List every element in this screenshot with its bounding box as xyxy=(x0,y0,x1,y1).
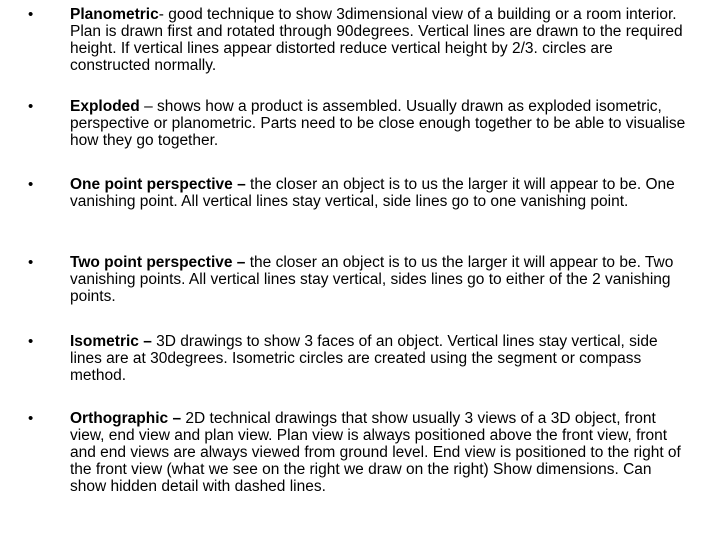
bullet-icon: • xyxy=(28,6,34,23)
list-item-text xyxy=(70,254,688,305)
list-item-text xyxy=(70,6,688,74)
term-label: Two point perspective – xyxy=(70,254,246,271)
term-label: Isometric – xyxy=(70,333,152,350)
term-label: Exploded xyxy=(70,98,140,115)
bullet-icon: • xyxy=(28,254,34,271)
term-description: - good technique to show 3dimensional view of a building or a room interior. Plan is drawn first and rotated through 90degrees. Vertical lines are drawn to the required height. If vertical lines appear distorted reduce vertical height by 2/3. circles are constructed normally. xyxy=(70,6,683,74)
list-item-text xyxy=(70,410,688,495)
bullet-icon: • xyxy=(28,98,34,115)
term-description: – shows how a product is assembled. Usually drawn as exploded isometric, perspective or planometric. Parts need to be close enough together to be able to visualise how they go together. xyxy=(70,98,686,149)
list-item-text xyxy=(70,333,688,384)
term-label: Planometric xyxy=(70,6,159,23)
term-description: 2D technical drawings that show usually 3 views of a 3D object, front view, end view and plan view. Plan view is always positioned above the front view, front and end views are always viewed from ground level. End view is positioned to the right of the front view (what we see on the right we draw on the right) Show dimensions. Can show hidden detail with dashed lines. xyxy=(70,410,681,495)
bullet-icon: • xyxy=(28,176,34,193)
bullet-icon: • xyxy=(28,410,34,427)
term-label: Orthographic – xyxy=(70,410,182,427)
bullet-icon: • xyxy=(28,333,34,350)
term-description: the closer an object is to us the larger it will appear to be. Two vanishing points. All vertical lines stay vertical, sides lines go to either of the 2 vanishing points. xyxy=(70,254,674,305)
term-label: One point perspective – xyxy=(70,176,246,193)
list-item-text xyxy=(70,176,688,210)
term-description: the closer an object is to us the larger it will appear to be. One vanishing point. All vertical lines stay vertical, side lines go to one vanishing point. xyxy=(70,176,675,210)
list-item-text xyxy=(70,98,688,149)
term-description: 3D drawings to show 3 faces of an object. Vertical lines stay vertical, side lines are at 30degrees. Isometric circles are created using the segment or compass method. xyxy=(70,333,658,384)
